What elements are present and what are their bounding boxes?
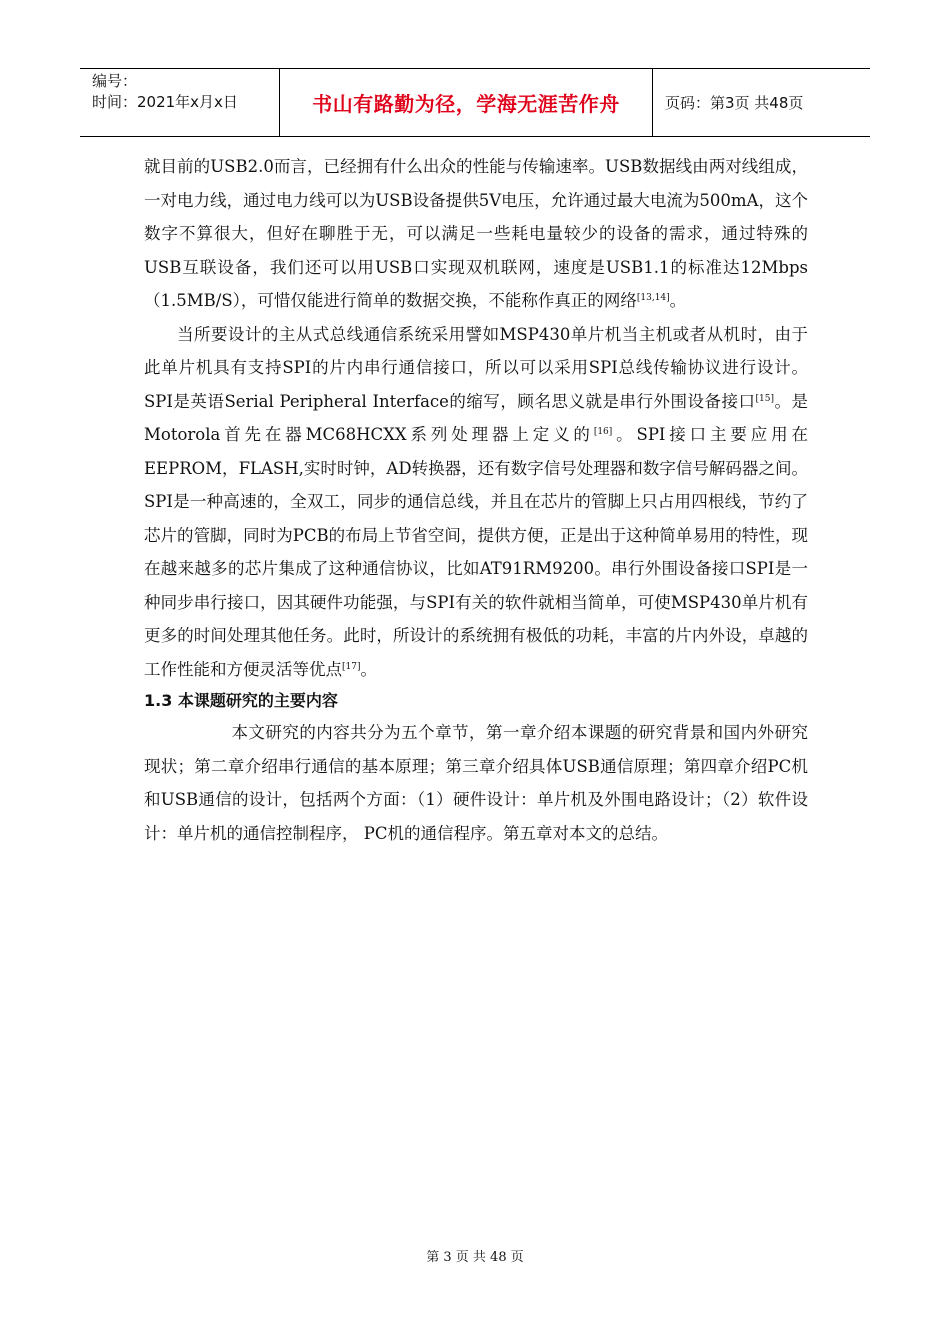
paragraph-spi [144, 318, 808, 687]
section-heading: 1.3 本课题研究的主要内容 [144, 691, 338, 710]
document-date: 时间：2021年x月x日 [92, 93, 238, 111]
document-number-label: 编号： [92, 72, 138, 90]
paragraph-usb-text: 就目前的USB2.0而言，已经拥有什么出众的性能与传输速率。USB数据线由两对线组成，一对电力线，通过电力线可以为USB设备提供5V电压，允许通过最大电流为500mA，这个数字不算很大，但好在聊胜于无，可以满足一些耗电量较少的设备的需求，通过特殊的USB互联设备，我们还可以用USB口实现双机联网，速度是USB1.1的标准达12Mbps（1.5MB/S），可惜仅能进行简单的数据交换，不能称作真正的网络 [144, 157, 808, 310]
paragraph-spi-text-a: 当所要设计的主从式总线通信系统采用譬如MSP430单片机当主机或者从机时，由于此单片机具有支持SPI的片内串行通信接口，所以可以采用SPI总线传输协议进行设计。SPI是英语Serial Peripheral Interface的缩写，顾名思义就是串行外围设备接口 [144, 324, 808, 411]
paragraph-end-mark: 。 [669, 291, 687, 310]
citation: [15] [755, 393, 774, 404]
citation: [13,14] [636, 293, 670, 303]
header-motto: 书山有路勤为径，学海无涯苦作舟 [280, 69, 653, 136]
citation: [17] [342, 661, 361, 672]
paragraph-contents: 本文研究的内容共分为五个章节，第一章介绍本课题的研究背景和国内外研究现状；第二章介绍串行通信的基本原理；第三章介绍具体USB通信原理；第四章介绍PC机和USB通信的设计，包括两个方面：（1）硬件设计：单片机及外围电路设计；（2）软件设计：单片机的通信控制程序， PC机的通信程序。第五章对本文的总结。 [144, 723, 808, 843]
header-meta [80, 69, 280, 136]
paragraph-usb [144, 150, 808, 318]
header-page-info: 页码：第3页 共48页 [665, 94, 804, 112]
paragraph-end-mark: 。 [360, 659, 377, 679]
page-footer: 第 3 页 共 48 页 [426, 1250, 524, 1265]
document-body [144, 150, 808, 850]
page-header [80, 68, 870, 137]
paragraph-spi-text-b: 。是Motorola首先在器MC68HCXX系列处理器上定义的 [144, 391, 808, 444]
citation: [16] [593, 427, 613, 437]
paragraph-spi-text-c: 。SPI接口主要应用在EEPROM，FLASH,实时时钟，AD转换器，还有数字信号处理器和数字信号解码器之间。SPI是一种高速的，全双工，同步的通信总线，并且在芯片的管脚上只占用四根线，节约了芯片的管脚，同时为PCB的布局上节省空间，提供方便，正是出于这种简单易用的特性，现在越来越多的芯片集成了这种通信协议，比如AT91RM9200。串行外围设备接口SPI是一种同步串行接口，因其硬件功能强，与SPI有关的软件就相当简单，可使MSP430单片机有更多的时间处理其他任务。此时，所设计的系统拥有极低的功耗，丰富的片内外设，卓越的工作性能和方便灵活等优点 [144, 425, 808, 679]
